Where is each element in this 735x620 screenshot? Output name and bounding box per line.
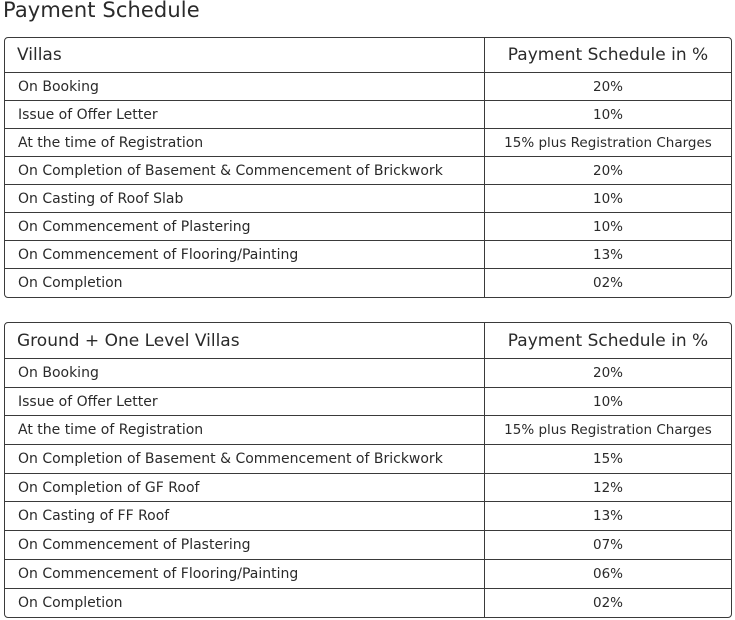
percentage-cell: 10%	[485, 213, 731, 241]
percentage-cell: 13%	[485, 502, 731, 531]
table-row	[5, 157, 731, 185]
stage-cell: On Casting of Roof Slab	[5, 185, 485, 213]
percentage-cell: 12%	[485, 474, 731, 503]
table-heading: Ground + One Level Villas	[5, 323, 485, 359]
stage-cell: On Commencement of Plastering	[5, 531, 485, 560]
percentage-cell: 20%	[485, 73, 731, 101]
stage-cell: On Completion	[5, 269, 485, 297]
stage-cell: On Completion	[5, 589, 485, 618]
percentage-cell: 15%	[485, 445, 731, 474]
percentage-cell: 15% plus Registration Charges	[485, 416, 731, 445]
percentage-cell: 10%	[485, 388, 731, 417]
percentage-cell: 10%	[485, 101, 731, 129]
percentage-cell: 13%	[485, 241, 731, 269]
stage-cell: On Booking	[5, 73, 485, 101]
stage-cell: On Commencement of Flooring/Painting	[5, 560, 485, 589]
gov-table-body	[5, 323, 731, 617]
table-row	[5, 73, 731, 101]
stage-cell: At the time of Registration	[5, 129, 485, 157]
table-row	[5, 129, 731, 157]
table-row	[5, 185, 731, 213]
stage-cell: On Commencement of Plastering	[5, 213, 485, 241]
table-row	[5, 560, 731, 589]
villas-table-body	[5, 38, 731, 297]
stage-cell: Issue of Offer Letter	[5, 388, 485, 417]
table-row	[5, 416, 731, 445]
table-row	[5, 101, 731, 129]
stage-cell: On Completion of Basement & Commencement of Brickwork	[5, 157, 485, 185]
table-row	[5, 359, 731, 388]
ground-one-level-villas-schedule-table	[4, 322, 732, 618]
table-row	[5, 445, 731, 474]
percentage-cell: 15% plus Registration Charges	[485, 129, 731, 157]
column-heading: Payment Schedule in %	[485, 38, 731, 73]
table-row	[5, 474, 731, 503]
table-row	[5, 388, 731, 417]
stage-cell: On Booking	[5, 359, 485, 388]
table-heading: Villas	[5, 38, 485, 73]
percentage-cell: 07%	[485, 531, 731, 560]
stage-cell: On Completion of Basement & Commencement of Brickwork	[5, 445, 485, 474]
stage-cell: At the time of Registration	[5, 416, 485, 445]
stage-cell: On Commencement of Flooring/Painting	[5, 241, 485, 269]
percentage-cell: 02%	[592, 594, 623, 611]
table-row	[5, 531, 731, 560]
table-row	[5, 269, 731, 297]
percentage-cell: 10%	[485, 185, 731, 213]
percentage-cell: 20%	[485, 157, 731, 185]
table-row	[5, 589, 731, 618]
percentage-cell: 20%	[485, 359, 731, 388]
villas-schedule-table	[4, 37, 732, 298]
percentage-cell: 02%	[592, 275, 623, 291]
table-row	[5, 241, 731, 269]
stage-cell: Issue of Offer Letter	[5, 101, 485, 129]
page-title: Payment Schedule	[3, 0, 200, 22]
table-row	[5, 502, 731, 531]
table-header-row	[5, 323, 731, 359]
stage-cell: On Casting of FF Roof	[5, 502, 485, 531]
column-heading: Payment Schedule in %	[485, 323, 731, 359]
stage-cell: On Completion of GF Roof	[5, 474, 485, 503]
table-header-row	[5, 38, 731, 73]
percentage-cell: 06%	[485, 560, 731, 589]
table-row	[5, 213, 731, 241]
